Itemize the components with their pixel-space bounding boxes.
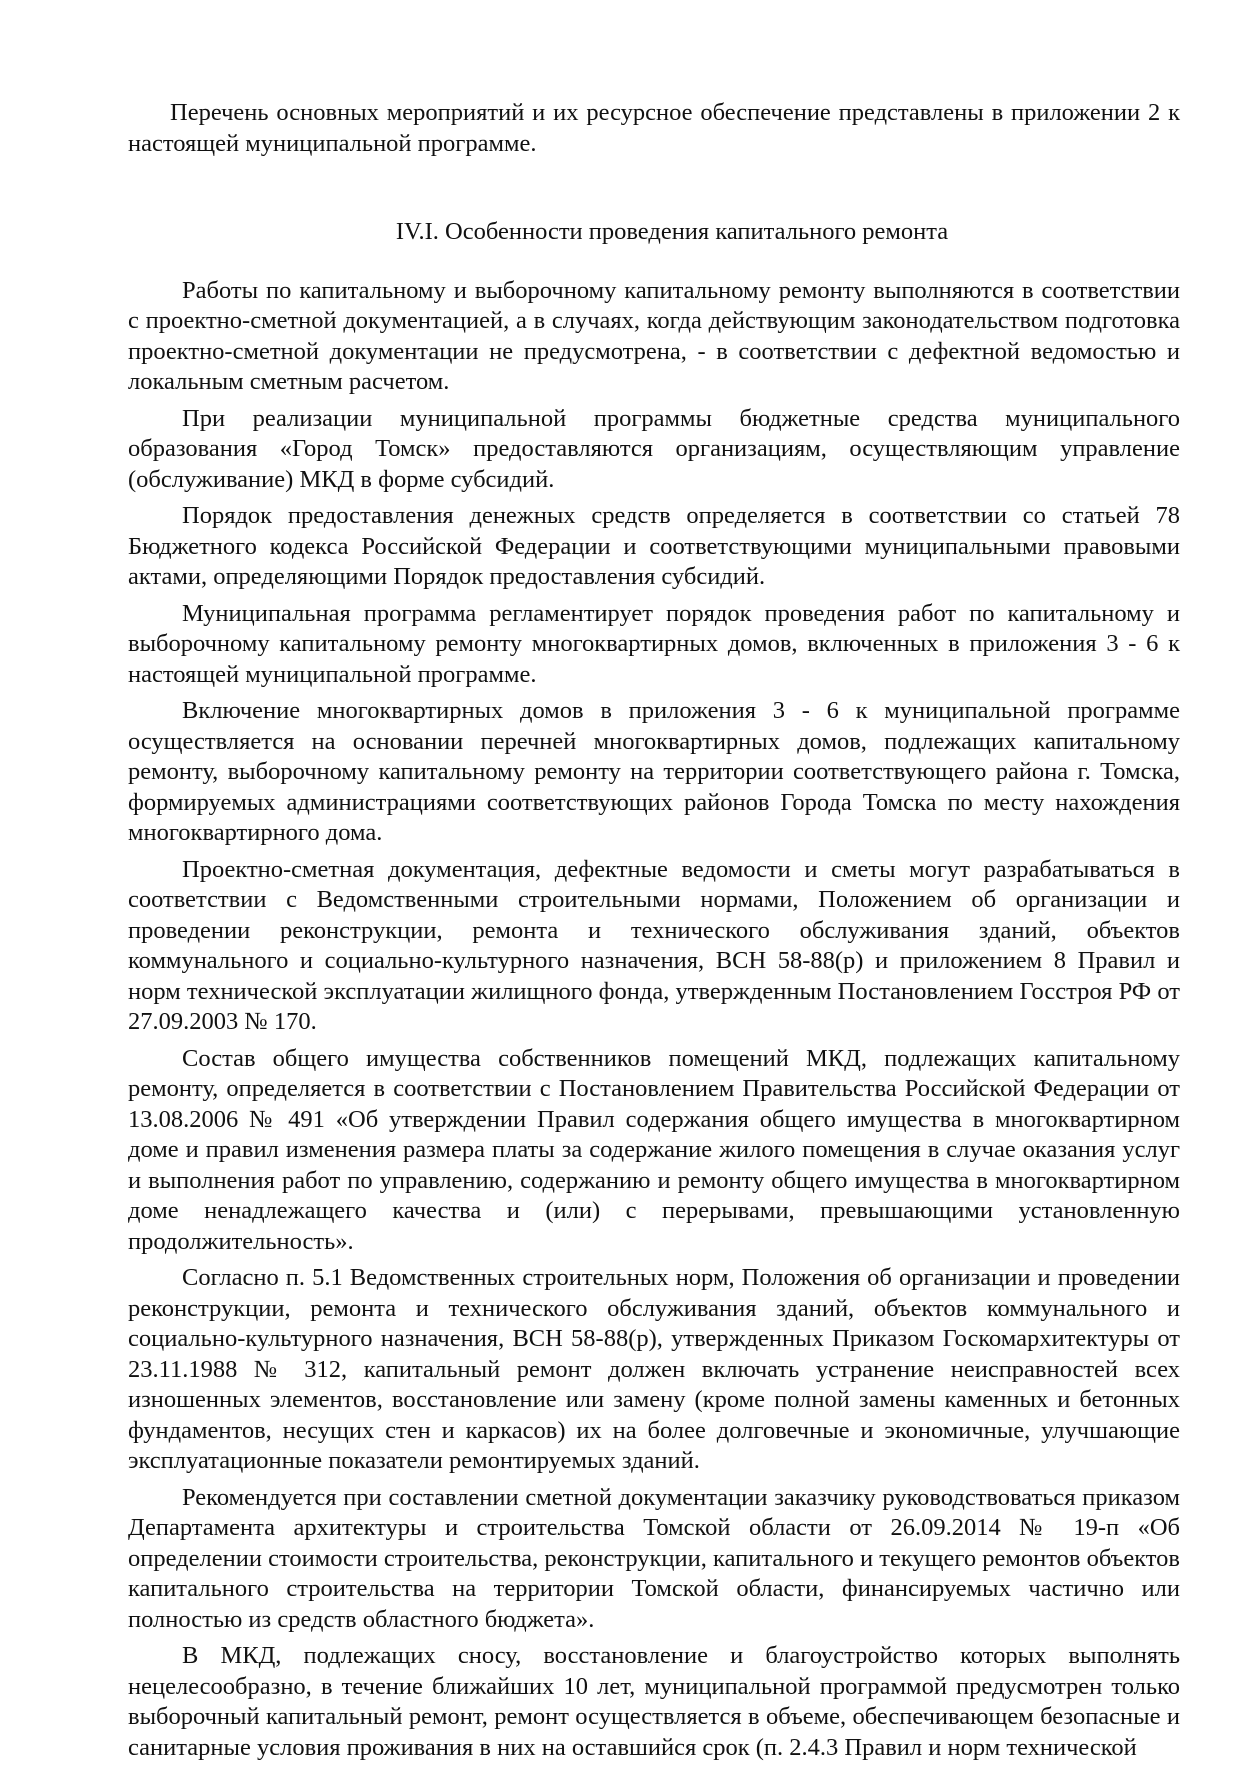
paragraph-5: Включение многоквартирных домов в приложения 3 - 6 к муниципальной программе осуществляется на основании перечней многоквартирных домов, подлежащих капитальному ремонту, выборочному капитальному ремонту на территории соответствующего района г. Томска, формируемых администрациями соответствующих районов Города Томска по месту нахождения многоквартирного дома. — [128, 697, 1180, 846]
paragraph-9: Рекомендуется при составлении сметной документации заказчику руководствоваться приказом Департамента архитектуры и строительства Томской области от 26.09.2014 № 19-п «Об определении стоимости строительства, реконструкции, капитального и текущего ремонтов объектов капитального строительства на территории Томской области, финансируемых частично или полностью из средств областного бюджета». — [128, 1483, 1180, 1633]
paragraph-10: В МКД, подлежащих сносу, восстановление и благоустройство которых выполнять нецелесообразно, в течение ближайших 10 лет, муниципальной программой предусмотрен только выборочный капитальный ремонт, ремонт осуществляется в объеме, обеспечивающем безопасные и санитарные условия проживания в них на оставшийся срок (п. 2.4.3 Правил и норм технической — [128, 1642, 1180, 1761]
intro-paragraph: Перечень основных мероприятий и их ресурсное обеспечение представлены в приложении 2 к настоящей муниципальной программе. — [128, 99, 1180, 157]
paragraph-6: Проектно-сметная документация, дефектные ведомости и сметы могут разрабатываться в соответствии с Ведомственными строительными нормами, Положением об организации и проведении реконструкции, ремонта и технического обслуживания зданий, объектов коммунального и социально-культурного назначения, ВСН 58-88(р) и приложением 8 Правил и норм технической эксплуатации жилищного фонда, утвержденным Постановлением Госстроя РФ от 27.09.2003 № 170. — [128, 855, 1180, 1035]
paragraph-2: При реализации муниципальной программы бюджетные средства муниципального образования «Город Томск» предоставляются организациям, осуществляющим управление (обслуживание) МКД в форме субсидий. — [128, 404, 1180, 493]
paragraph-3: Порядок предоставления денежных средств определяется в соответствии со статьей 78 Бюджетного кодекса Российской Федерации и соответствующими муниципальными правовыми актами, определяющими Порядок предоставления субсидий. — [128, 502, 1180, 590]
document-body — [128, 98, 1180, 1769]
paragraph-8: Согласно п. 5.1 Ведомственных строительных норм, Положения об организации и проведении реконструкции, ремонта и технического обслуживания зданий, объектов коммунального и социально-культурного назначения, ВСН 58-88(р), утвержденных Приказом Госкомархитектуры от 23.11.1988 № 312, капитальный ремонт должен включать устранение неисправностей всех изношенных элементов, восстановление или замену (кроме полной замены каменных и бетонных фундаментов, несущих стен и каркасов) их на более долговечные и экономичные, улучшающие эксплуатационные показатели ремонтируемых зданий. — [128, 1264, 1180, 1474]
paragraph-1: Работы по капитальному и выборочному капитальному ремонту выполняются в соответствии с проектно-сметной документацией, а в случаях, когда действующим законодательством подготовка проектно-сметной документации не предусмотрена, - в соответствии с дефектной ведомостью и локальным сметным расчетом. — [128, 276, 1180, 395]
paragraph-7: Состав общего имущества собственников помещений МКД, подлежащих капитальному ремонту, определяется в соответствии с Постановлением Правительства Российской Федерации от 13.08.2006 № 491 «Об утверждении Правил содержания общего имущества в многоквартирном доме и правил изменения размера платы за содержание жилого помещения в случае оказания услуг и выполнения работ по управлению, содержанию и ремонту общего имущества в многоквартирном доме ненадлежащего качества и (или) с перерывами, превышающими установленную продолжительность». — [128, 1044, 1180, 1255]
paragraph-4: Муниципальная программа регламентирует порядок проведения работ по капитальному и выборочному капитальному ремонту многоквартирных домов, включенных в приложения 3 - 6 к настоящей муниципальной программе. — [128, 599, 1180, 688]
section-title: IV.I. Особенности проведения капитального ремонта — [395, 218, 949, 245]
